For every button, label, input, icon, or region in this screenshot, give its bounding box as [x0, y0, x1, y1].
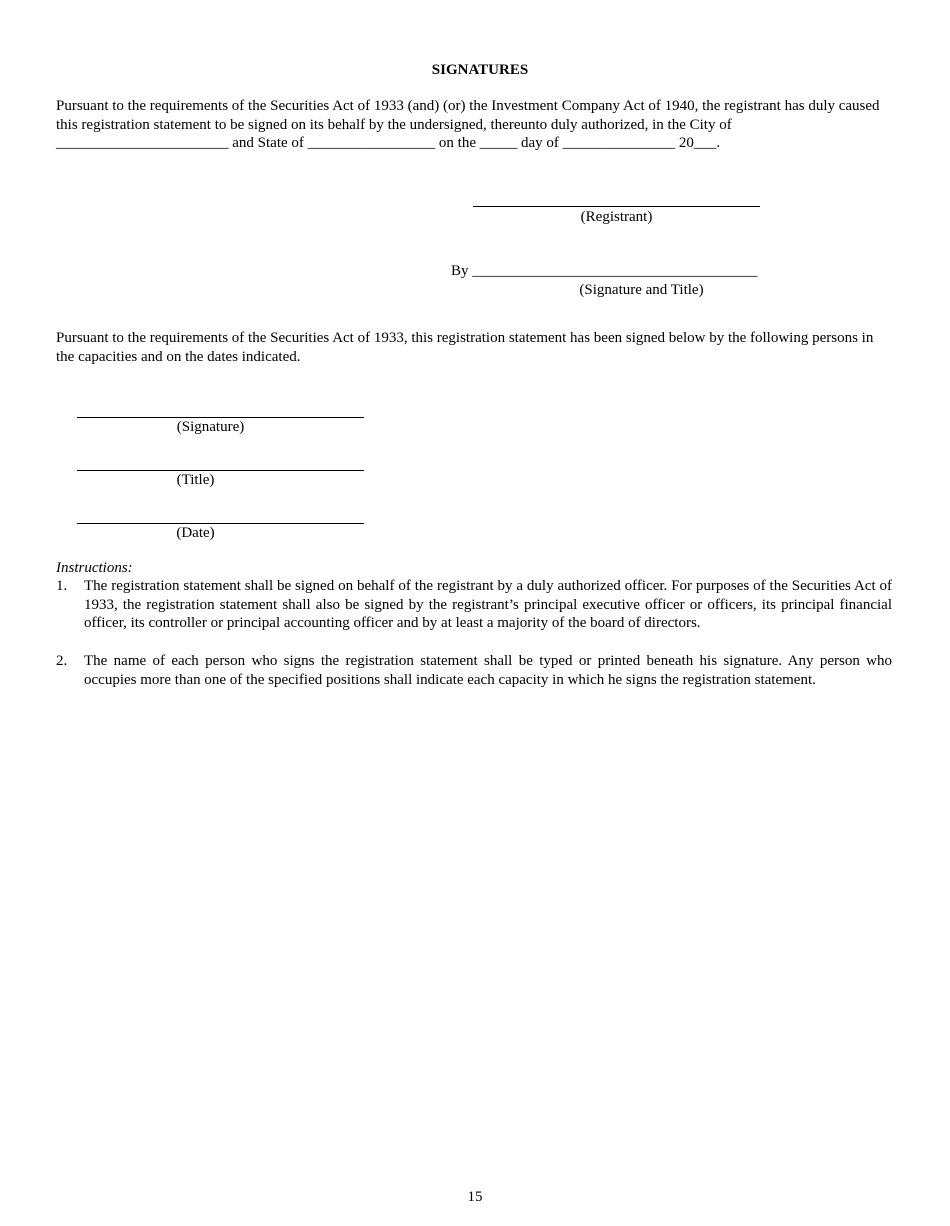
city-blank: _______________________ — [56, 135, 229, 151]
signature-and-title-caption: (Signature and Title) — [579, 282, 704, 298]
instructions-heading: Instructions: — [56, 560, 133, 576]
day-blank: _____ — [479, 135, 518, 151]
state-label: and State of — [228, 135, 308, 151]
instruction-number: 2. — [56, 653, 68, 669]
instruction-item — [56, 652, 892, 689]
by-blank: ______________________________________ — [472, 263, 758, 279]
page-title: SIGNATURES — [431, 62, 529, 78]
month-blank: _______________ — [562, 135, 676, 151]
intro-text: Pursuant to the requirements of the Securities Act of 1933 (and) (or) the Investment Company Act of 1940, the registrant has duly caused this registration statement to be signed on its behalf by the undersigned, thereunto duly authorized, in the City of — [56, 98, 880, 133]
year-label: 20___. — [675, 135, 721, 151]
on-the-label: on the — [435, 135, 480, 151]
instruction-number: 1. — [56, 578, 68, 594]
registrant-caption: (Registrant) — [580, 209, 653, 225]
instruction-item — [56, 577, 892, 633]
state-blank: _________________ — [307, 135, 436, 151]
by-line — [451, 262, 757, 281]
instruction-text: The registration statement shall be signed on behalf of the registrant by a duly authorized officer. For purposes of the Securities Act of 1933, the registration statement shall also be signed by the registrant’s principal executive officer or officers, its principal financial officer, its controller or principal accounting officer and by at least a majority of the board of directors. — [84, 578, 892, 631]
title-caption: (Title) — [176, 472, 215, 488]
day-of-label: day of — [517, 135, 563, 151]
intro-paragraph — [56, 97, 892, 153]
date-caption: (Date) — [176, 525, 215, 541]
page-number: 15 — [467, 1189, 483, 1205]
registrant-signature-line — [473, 206, 760, 207]
by-label: By — [451, 263, 469, 279]
signature-caption: (Signature) — [176, 419, 245, 435]
instruction-text: The name of each person who signs the registration statement shall be typed or printed beneath his signature. Any person who occupies more than one of the specified positions shall indicate each capacity in which he signs the registration statement. — [84, 653, 892, 688]
second-paragraph: Pursuant to the requirements of the Securities Act of 1933, this registration statement has been signed below by the following persons in the capacities and on the dates indicated. — [56, 330, 874, 365]
